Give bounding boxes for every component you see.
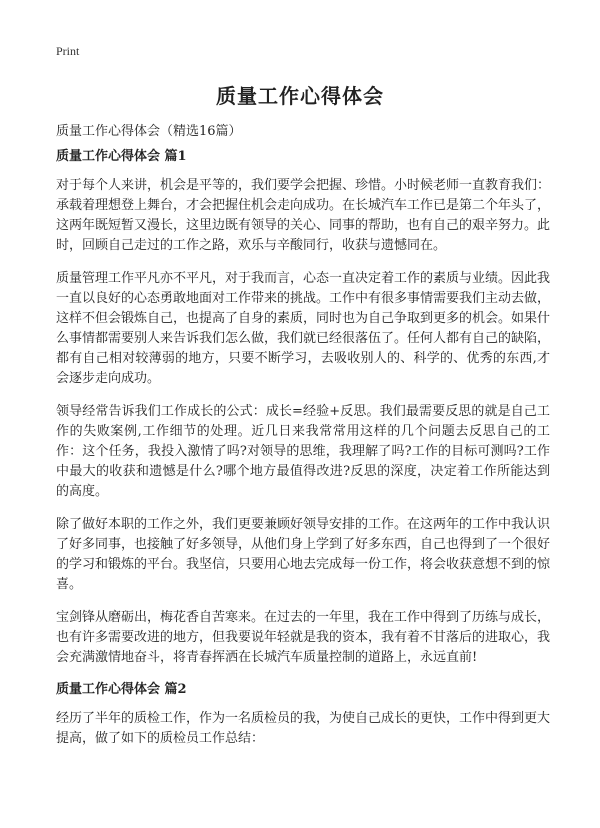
section-heading: 质量工作心得体会 篇1: [56, 149, 187, 164]
section-2: [56, 681, 550, 749]
paragraph: 经历了半年的质检工作，作为一名质检员的我，为使自己成长的更快，工作中得到更大提高，做了如下的质检员工作总结：: [56, 711, 551, 746]
document-subtitle: 质量工作心得体会（精选16篇）: [56, 124, 242, 139]
print-link[interactable]: Print: [56, 44, 80, 58]
paragraph: 质量管理工作平凡亦不平凡，对于我而言，心态一直决定着工作的素质与业绩。因此我一直以良好的心态勇敢地面对工作带来的挑战。工作中有很多事情需要我们主动去做，这样不但会锻炼自己，也提高了自身的素质，同时也为自己争取到更多的机会。如果什么事情都需要别人来告诉我们怎么做，我们就已经很落伍了。任何人都有自己的缺陷，都有自己相对较薄弱的地方，只要不断学习，去吸收别人的、科学的、优秀的东西,才会逐步走向成功。: [56, 271, 551, 386]
page-title: 质量工作心得体会: [216, 84, 384, 108]
paragraph: 对于每个人来讲，机会是平等的，我们要学会把握、珍惜。小时候老师一直教育我们：承载着理想登上舞台，才会把握住机会走向成功。在长城汽车工作已是第二个年头了，这两年既短暂又漫长，这里边既有领导的关心、同事的帮助，也有自己的艰辛努力。此时，回顾自己走过的工作之路，欢乐与辛酸同行，收获与遗憾同在。: [56, 178, 551, 253]
paragraph: 除了做好本职的工作之外，我们更要兼顾好领导安排的工作。在这两年的工作中我认识了好多同事，也接触了好多领导，从他们身上学到了好多东西，自己也得到了一个很好的学习和锻炼的平台。我坚信，只要用心地去完成每一份工作，将会收获意想不到的惊喜。: [56, 517, 551, 592]
paragraph: 宝剑锋从磨砺出，梅花香自苦寒来。在过去的一年里，我在工作中得到了历练与成长，也有许多需要改进的地方，但我要说年轻就是我的资本，我有着不甘落后的进取心，我会充满激情地奋斗，将青春挥洒在长城汽车质量控制的道路上，永远直前!: [56, 610, 551, 665]
section-1: [56, 148, 550, 668]
paragraph: 领导经常告诉我们工作成长的公式：成长=经验+反思。我们最需要反思的就是自己工作的失败案例,工作细节的处理。近几日来我常常用这样的几个问题去反思自己的工作：这个任务，我投入激情了吗?对领导的思维，我理解了吗?工作的目标可测吗?工作中最大的收获和遗憾是什么?哪个地方最值得改进?反思的深度，决定着工作所能达到的高度。: [56, 404, 550, 499]
section-heading: 质量工作心得体会 篇2: [56, 682, 187, 697]
article-body: [56, 148, 550, 762]
